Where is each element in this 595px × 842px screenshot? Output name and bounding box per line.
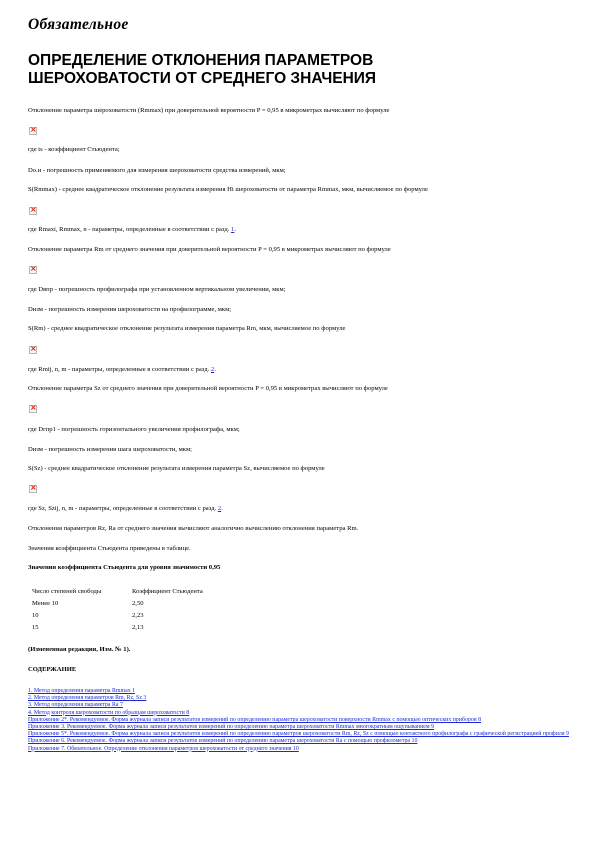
toc-link[interactable]: Приложение 2*. Рекомендуемое. Форма журнала записи результатов измерений по определению параметра шероховатости поверхности Rmmax с помощью оптических приборов 8 — [28, 716, 482, 723]
paragraph: Dизм - погрешность измерения шероховатости на профилограмме, мкм; — [28, 306, 232, 313]
paragraph: S(Sz) - среднее квадратическое отклонение результата измерения параметра Sz, вычисляемое по формуле — [28, 465, 325, 472]
paragraph: где Dвпр - погрешность профилографа при установленном вертикальном увеличении, мкм; — [28, 286, 286, 293]
table-of-contents — [28, 688, 573, 753]
toc-link[interactable]: Приложение 6. Рекомендуемое. Форма журнала записи результатов измерений по определению параметра шероховатости Ra с помощью профилометра 10 — [28, 738, 418, 745]
toc-link[interactable]: Приложение 3. Рекомендуемое. Форма журнала записи результатов измерений по определению параметра шероховатости Rmmax многократным ощупыванием 9 — [28, 724, 435, 731]
annex-label: Обязательное — [28, 16, 129, 33]
section-link[interactable]: 1 — [231, 226, 235, 233]
table-header-cell: Число степеней свободы — [32, 588, 102, 595]
toc-link[interactable]: 1. Метод определения параметра Rmmax 1 — [28, 688, 136, 694]
broken-image-icon — [29, 485, 37, 493]
toc-link[interactable]: Приложение 7. Обязательное. Определение отклонения параметров шероховатости от среднего значения 10 — [28, 745, 299, 752]
table-row — [32, 610, 203, 622]
paragraph: Отклонение параметра шероховатости (Rmmax) при доверительной вероятности P = 0,95 в микрометрах вычисляют по формуле — [28, 107, 390, 114]
paragraph: Dо.и - погрешность применяемого для измерения шероховатости средства измерений, мкм; — [28, 167, 286, 174]
section-link[interactable]: 2 — [210, 366, 215, 373]
table-cell: 2,23 — [132, 612, 144, 619]
table-header-row — [32, 586, 203, 598]
paragraph: где ts - коэффициент Стьюдента; — [28, 146, 120, 153]
broken-image-icon — [29, 266, 37, 274]
section-link[interactable]: 2 — [217, 505, 222, 512]
toc-link[interactable]: 2. Метод определения параметров Rm, Rz, Sz 3 — [28, 695, 147, 702]
toc-link[interactable]: 3. Метод определения параметра Ra 7 — [28, 702, 123, 709]
table-cell: Менее 10 — [32, 600, 59, 607]
table-caption: Значения коэффициента Стьюдента для уровня значимости 0,95 — [28, 564, 221, 571]
table-row — [32, 598, 203, 610]
paragraph: Отклонения параметров Rz, Ra от среднего значения вычисляют аналогично вычислению отклонения параметра Rm. — [28, 525, 359, 532]
paragraph: где Rmij, n, m - параметры, определенные в соответствии с разд. 2. — [28, 366, 216, 373]
table-cell: 2,13 — [132, 624, 144, 631]
paragraph: Отклонение параметра Rm от среднего значения при доверительной вероятности P = 0,95 в микрометрах вычисляют по формуле — [28, 246, 391, 253]
paragraph: Отклонение параметра Sz от среднего значения при доверительной вероятности P = 0,95 в микрометрах вычисляют по формуле — [28, 385, 388, 392]
paragraph: Dизм - погрешность измерения шага шероховатости, мкм; — [28, 446, 192, 453]
broken-image-icon — [29, 207, 37, 215]
student-coefficient-table — [32, 586, 203, 634]
broken-image-icon — [29, 346, 37, 354]
broken-image-icon — [29, 405, 37, 413]
page-title: ОПРЕДЕЛЕНИЕ ОТКЛОНЕНИЯ ПАРАМЕТРОВ ШЕРОХОВАТОСТИ ОТ СРЕДНЕГО ЗНАЧЕНИЯ — [28, 52, 377, 87]
paragraph: где Rmaxi, Rmmax, n - параметры, определенные в соответствии с разд. 1. — [28, 226, 236, 233]
table-cell: 2,50 — [132, 600, 144, 607]
paragraph: где Dгпр1 - погрешность горизонтального увеличения профилографа, мкм; — [28, 426, 240, 433]
table-header-cell: Коэффициент Стьюдента — [132, 588, 203, 595]
paragraph: S(Rmmax) - среднее квадратическое отклонение результата измерения Hi шероховатости от параметра Rmmax, мкм, вычисляемое по формуле — [28, 186, 428, 193]
toc-heading: СОДЕРЖАНИЕ — [28, 666, 77, 673]
toc-link[interactable]: Приложение 5*. Рекомендуемое. Форма журнала записи результатов измерений по определению параметров шероховатости Rm, Rz, Sz с помощью контактного профилографа с графической регистрацией профиля 9 — [28, 731, 569, 738]
paragraph: Значения коэффициента Стьюдента приведены в таблице. — [28, 545, 191, 552]
table-row — [32, 622, 203, 634]
paragraph: где Sz, Szij, n, m - параметры, определенные в соответствии с разд. 2. — [28, 505, 223, 512]
table-cell: 10 — [32, 612, 39, 619]
table-cell: 15 — [32, 624, 39, 631]
broken-image-icon — [29, 127, 37, 135]
toc-link[interactable]: 4. Метод контроля шероховатости по образцам шероховатости 8 — [28, 709, 190, 716]
paragraph: S(Rm) - среднее квадратическое отклонение результата измерения параметра Rm, мкм, вычисляемое по формуле — [28, 325, 346, 332]
amendment-note: (Измененная редакция, Изм. № 1). — [28, 646, 131, 653]
